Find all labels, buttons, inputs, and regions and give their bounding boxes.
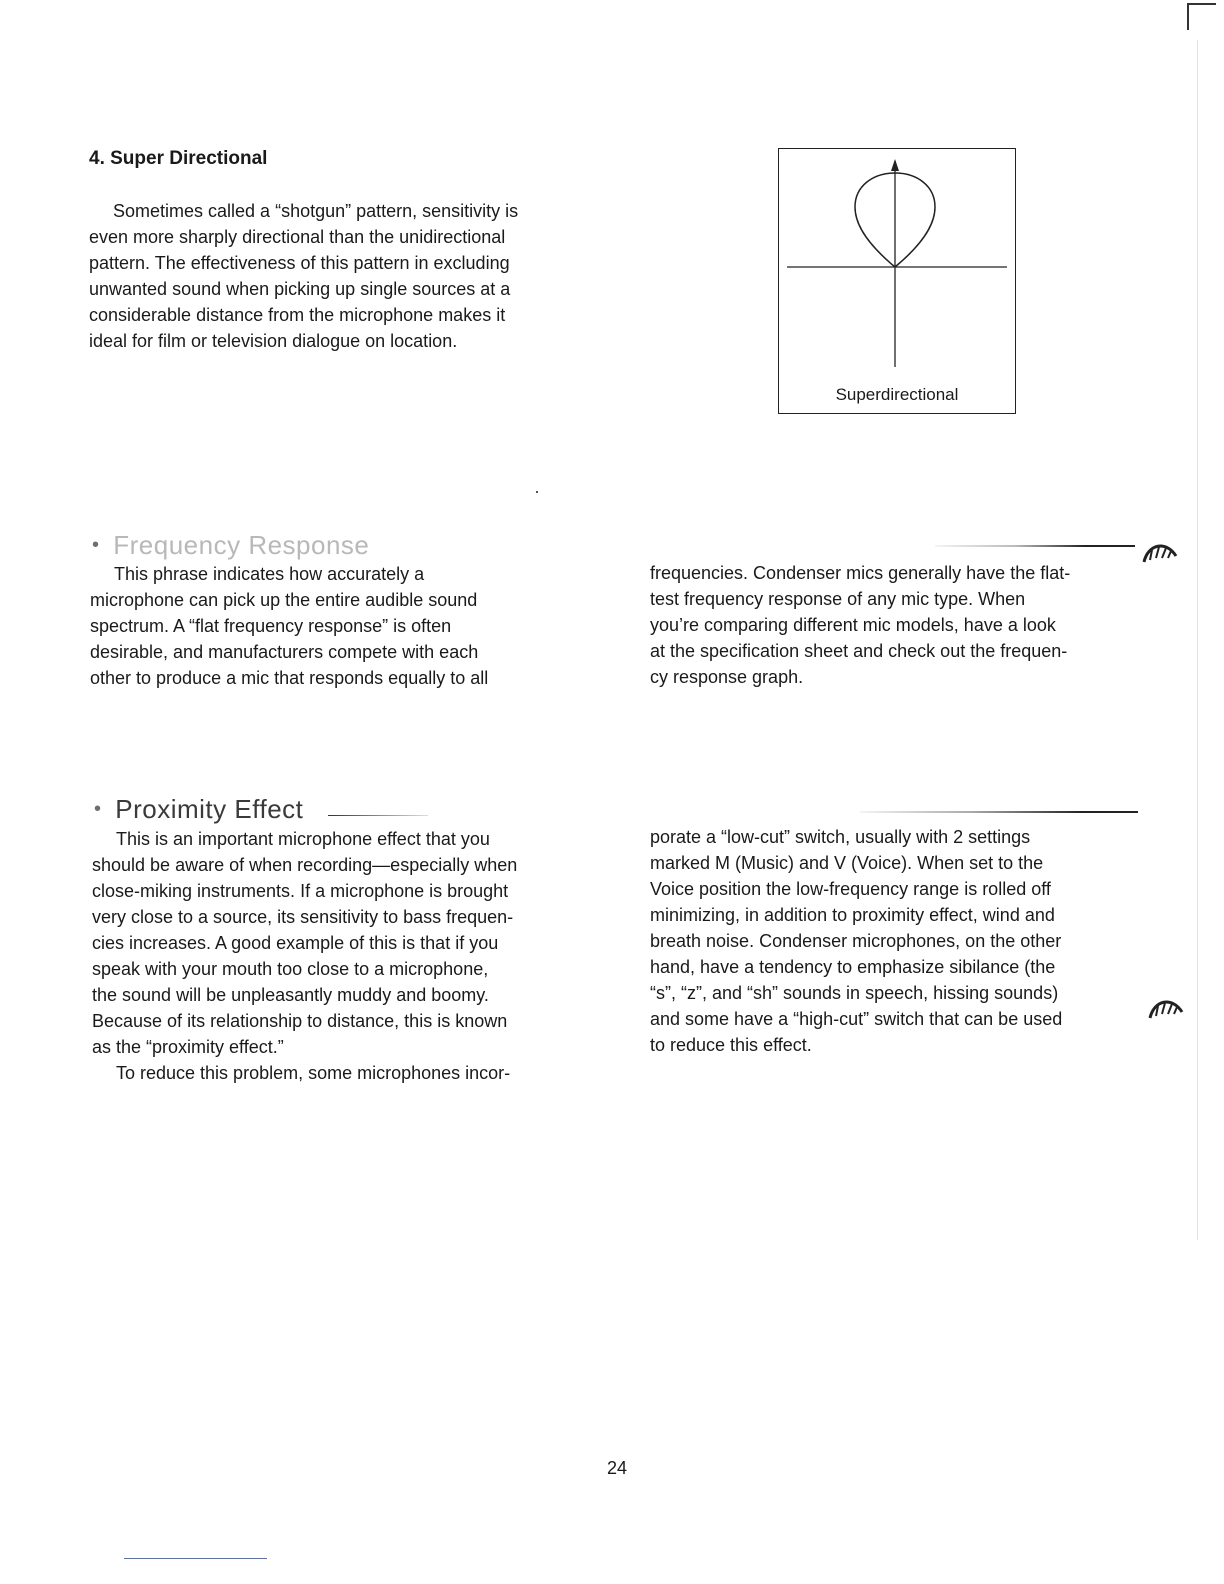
paragraph-line: ideal for film or television dialogue on location. [89,331,458,351]
section-heading-proximity-effect [94,794,303,825]
axis-arrow-icon [891,159,899,171]
page-curl-mark [1140,538,1180,566]
paragraph-line: marked M (Music) and V (Voice). When set to the [650,853,1044,873]
paragraph-line: at the specification sheet and check out the frequen- [650,641,1068,661]
page-edge-line [1197,40,1198,1240]
paragraph-line: microphone can pick up the entire audible sound [90,590,478,610]
frequency-response-right-column [650,560,1140,690]
heading-text: Frequency Response [113,530,370,560]
paragraph-line: “s”, “z”, and “sh” sounds in speech, hissing sounds) [650,983,1059,1003]
heading-rule [935,545,1135,547]
paragraph-line: test frequency response of any mic type. When [650,589,1026,609]
proximity-effect-right-column [650,824,1140,1058]
paragraph-line: pattern. The effectiveness of this pattern in excluding [89,253,510,273]
polar-pattern-graphic [779,149,1015,379]
paragraph-line: hand, have a tendency to emphasize sibilance (the [650,957,1056,977]
paragraph-line: to reduce this effect. [650,1035,812,1055]
paragraph-line: minimizing, in addition to proximity effect, wind and [650,905,1055,925]
stray-blue-line [124,1558,267,1559]
paragraph-line: close-miking instruments. If a microphone is brought [92,881,509,901]
paragraph-line: This phrase indicates how accurately a [114,564,425,584]
paragraph-line: To reduce this problem, some microphones incor- [116,1063,511,1083]
paragraph-line: and some have a “high-cut” switch that can be used [650,1009,1063,1029]
paragraph-line: breath noise. Condenser microphones, on the other [650,931,1062,951]
heading-rule [328,815,428,816]
page-curl-mark [1146,992,1186,1022]
paragraph-line: This is an important microphone effect that you [116,829,490,849]
bullet-icon: • [94,798,102,820]
bullet-icon: • [92,534,100,556]
paragraph-line: speak with your mouth too close to a microphone, [92,959,489,979]
paragraph-line: the sound will be unpleasantly muddy and boomy. [92,985,489,1005]
paragraph-line: cy response graph. [650,667,804,687]
heading-rule-right [860,811,1138,813]
paragraph-line: should be aware of when recording—especially when [92,855,518,875]
paragraph-line: porate a “low-cut” switch, usually with 2 settings [650,827,1031,847]
paragraph-line: Because of its relationship to distance, this is known [92,1011,508,1031]
super-directional-paragraph [89,198,589,354]
paragraph-line: Voice position the low-frequency range is rolled off [650,879,1051,899]
paragraph-line: unwanted sound when picking up single sources at a [89,279,511,299]
section-heading-frequency-response [92,530,369,561]
paragraph-line: desirable, and manufacturers compete with each [90,642,479,662]
paragraph-line: you’re comparing different mic models, have a look [650,615,1056,635]
paragraph-line: considerable distance from the microphone makes it [89,305,506,325]
corner-crop-mark [1186,0,1224,30]
superdirectional-polar-diagram [778,148,1016,414]
heading-text: Proximity Effect [115,794,304,824]
paragraph-line: other to produce a mic that responds equally to all [90,668,489,688]
paragraph-line: spectrum. A “flat frequency response” is often [90,616,452,636]
paragraph-line: as the “proximity effect.” [92,1037,284,1057]
proximity-effect-left-column [92,826,582,1086]
paragraph-line: frequencies. Condenser mics generally have the flat- [650,563,1071,583]
section-heading-super-directional: 4. Super Directional [89,148,268,169]
page-number: 24 [606,1458,628,1478]
paragraph-line: very close to a source, its sensitivity to bass frequen- [92,907,514,927]
frequency-response-left-column [90,561,570,691]
diagram-caption: Superdirectional [835,385,959,404]
stray-mark [536,491,538,493]
paragraph-line: cies increases. A good example of this is that if you [92,933,499,953]
paragraph-line: even more sharply directional than the unidirectional [89,227,506,247]
paragraph-line: Sometimes called a “shotgun” pattern, sensitivity is [113,201,519,221]
